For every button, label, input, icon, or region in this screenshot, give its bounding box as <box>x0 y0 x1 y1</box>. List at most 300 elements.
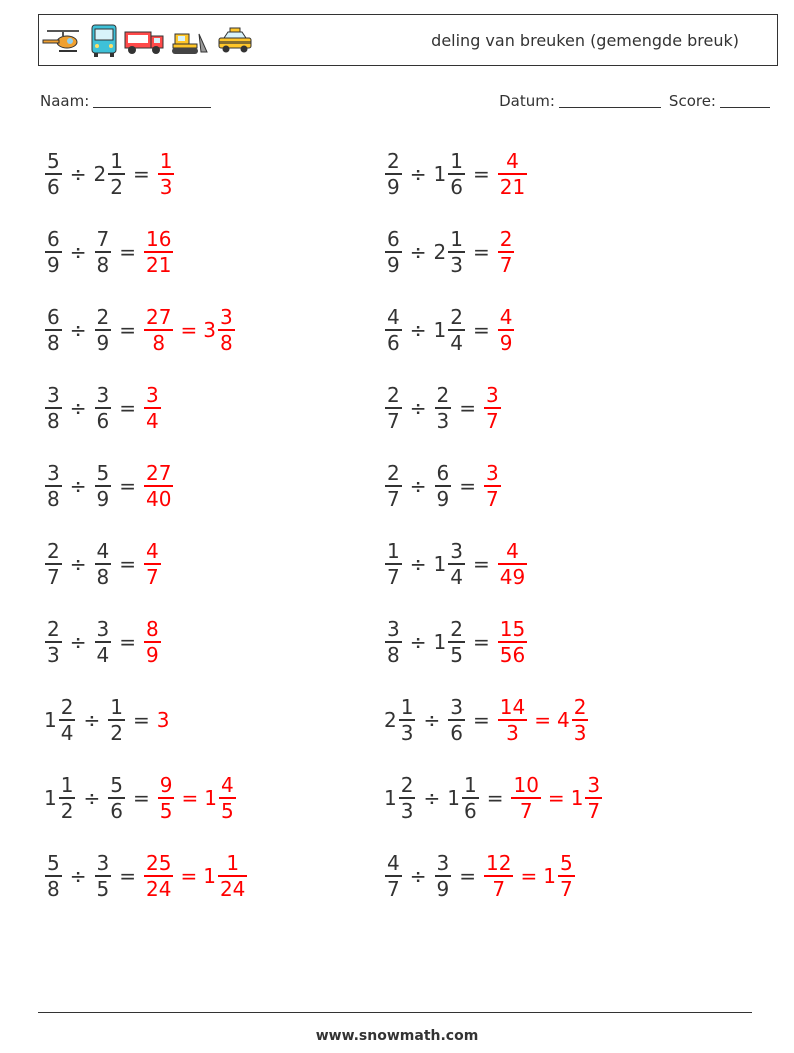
fraction <box>435 461 452 511</box>
problem <box>384 768 603 828</box>
equals-sign: = <box>520 864 538 888</box>
denominator: 3 <box>506 721 519 745</box>
denominator: 8 <box>47 409 60 433</box>
fraction <box>399 695 416 745</box>
denominator: 3 <box>47 643 60 667</box>
equals-sign: = <box>119 240 136 264</box>
whole-number: 1 <box>44 786 57 810</box>
denominator: 5 <box>220 799 234 823</box>
numerator: 2 <box>387 461 400 485</box>
denominator: 7 <box>47 565 60 589</box>
fraction <box>498 539 527 589</box>
numerator: 15 <box>499 617 526 641</box>
denominator: 8 <box>387 643 400 667</box>
numerator: 1 <box>226 851 240 875</box>
denominator: 3 <box>400 721 414 745</box>
numerator: 3 <box>450 539 463 563</box>
numerator: 2 <box>47 617 60 641</box>
whole-number: 1 <box>543 864 556 888</box>
fraction <box>448 695 465 745</box>
numerator: 5 <box>96 461 110 485</box>
divide-sign: ÷ <box>409 630 427 654</box>
equals-sign: = <box>119 474 136 498</box>
numerator: 2 <box>96 305 110 329</box>
numerator: 3 <box>96 851 110 875</box>
numerator: 5 <box>47 851 60 875</box>
fraction <box>144 539 161 589</box>
fraction <box>95 539 112 589</box>
numerator: 5 <box>110 773 123 797</box>
equals-sign: = <box>132 786 150 810</box>
answer <box>143 539 162 589</box>
numerator: 3 <box>450 695 463 719</box>
fraction <box>448 617 465 667</box>
fraction <box>448 149 465 199</box>
numerator: 4 <box>387 305 400 329</box>
fraction <box>218 851 247 901</box>
fraction <box>385 539 402 589</box>
fraction <box>511 773 540 823</box>
problem <box>44 534 162 594</box>
problem <box>44 378 162 438</box>
numerator: 1 <box>110 695 123 719</box>
numerator: 4 <box>220 773 234 797</box>
equals-sign: = <box>119 552 136 576</box>
problem <box>384 690 589 750</box>
numerator: 2 <box>450 617 463 641</box>
denominator: 8 <box>152 331 166 355</box>
equals-sign: = <box>119 864 136 888</box>
fraction <box>558 851 575 901</box>
problem <box>384 534 528 594</box>
denominator: 5 <box>450 643 463 667</box>
fraction <box>144 617 161 667</box>
equals-sign: = <box>459 396 476 420</box>
fraction <box>95 851 112 901</box>
numerator: 1 <box>463 773 477 797</box>
denominator: 9 <box>146 643 159 667</box>
numerator: 3 <box>96 617 110 641</box>
fraction <box>218 305 235 355</box>
header-icons <box>41 23 255 59</box>
denominator: 6 <box>463 799 477 823</box>
numerator: 2 <box>450 305 463 329</box>
fraction <box>144 461 173 511</box>
fraction <box>59 773 76 823</box>
denominator: 7 <box>499 253 513 277</box>
problem <box>44 768 237 828</box>
whole-number: 1 <box>433 318 447 342</box>
whole-number: 1 <box>447 786 460 810</box>
fraction <box>498 695 527 745</box>
problem <box>384 222 515 282</box>
denominator: 7 <box>146 565 159 589</box>
numerator: 1 <box>400 695 414 719</box>
divide-sign: ÷ <box>83 786 101 810</box>
numerator: 2 <box>387 149 400 173</box>
fraction <box>158 773 175 823</box>
problem <box>44 690 170 750</box>
denominator: 8 <box>96 565 110 589</box>
denominator: 4 <box>146 409 159 433</box>
fraction <box>95 227 112 277</box>
whole-number: 1 <box>384 786 397 810</box>
fraction <box>498 227 515 277</box>
divide-sign: ÷ <box>69 240 87 264</box>
fraction <box>45 383 62 433</box>
equals-sign: = <box>472 630 490 654</box>
denominator: 2 <box>60 799 74 823</box>
taxi-icon <box>215 26 255 56</box>
equals-sign: = <box>180 864 198 888</box>
denominator: 3 <box>450 253 463 277</box>
fraction <box>448 227 465 277</box>
divide-sign: ÷ <box>409 240 427 264</box>
divide-sign: ÷ <box>69 474 87 498</box>
denominator: 9 <box>47 253 60 277</box>
worksheet-header <box>38 14 778 66</box>
divide-sign: ÷ <box>409 474 427 498</box>
numerator: 8 <box>146 617 159 641</box>
numerator: 2 <box>499 227 513 251</box>
numerator: 10 <box>513 773 539 797</box>
fraction <box>385 149 402 199</box>
denominator: 9 <box>96 331 110 355</box>
numerator: 4 <box>146 539 159 563</box>
numerator: 25 <box>146 851 172 875</box>
equals-sign: = <box>486 786 504 810</box>
equals-sign: = <box>119 396 136 420</box>
equals-sign: = <box>534 708 551 732</box>
answer <box>497 695 590 745</box>
numerator: 6 <box>436 461 450 485</box>
denominator: 21 <box>146 253 172 277</box>
equals-sign: = <box>181 786 199 810</box>
name-line <box>93 93 211 108</box>
fraction <box>385 227 402 277</box>
fraction <box>144 305 173 355</box>
numerator: 1 <box>450 149 463 173</box>
denominator: 6 <box>47 175 60 199</box>
answer <box>143 461 174 511</box>
date-label: Datum: <box>499 92 555 110</box>
numerator: 12 <box>486 851 512 875</box>
numerator: 6 <box>47 305 60 329</box>
denominator: 7 <box>486 487 499 511</box>
equals-sign: = <box>132 708 150 732</box>
answer <box>157 773 237 823</box>
denominator: 6 <box>450 175 463 199</box>
equals-sign: = <box>459 474 476 498</box>
footer-rule <box>38 1012 752 1013</box>
fraction <box>158 149 175 199</box>
numerator: 2 <box>573 695 587 719</box>
denominator: 5 <box>159 799 173 823</box>
problem <box>44 612 162 672</box>
fraction <box>385 461 402 511</box>
answer <box>157 708 171 732</box>
fraction <box>498 305 515 355</box>
denominator: 7 <box>387 409 400 433</box>
denominator: 7 <box>486 409 499 433</box>
divide-sign: ÷ <box>69 864 87 888</box>
problem <box>44 846 248 906</box>
fraction <box>585 773 602 823</box>
problem <box>384 378 502 438</box>
denominator: 8 <box>219 331 233 355</box>
numerator: 3 <box>387 617 400 641</box>
problem <box>44 144 175 204</box>
denominator: 8 <box>47 487 60 511</box>
worksheet-title: deling van breuken (gemengde breuk) <box>431 31 739 50</box>
numerator: 27 <box>146 461 172 485</box>
fraction <box>448 539 465 589</box>
numerator: 7 <box>96 227 110 251</box>
fraction <box>484 461 501 511</box>
numerator: 14 <box>499 695 526 719</box>
denominator: 9 <box>436 877 450 901</box>
numerator: 3 <box>47 383 60 407</box>
whole-number: 1 <box>433 630 447 654</box>
name-field <box>40 92 211 110</box>
fraction <box>385 383 402 433</box>
fraction <box>498 617 527 667</box>
whole-number: 1 <box>204 786 217 810</box>
denominator: 6 <box>110 799 123 823</box>
fraction <box>144 851 173 901</box>
fraction <box>95 305 112 355</box>
whole-number: 2 <box>384 708 397 732</box>
denominator: 56 <box>499 643 526 667</box>
answer <box>497 305 516 355</box>
denominator: 2 <box>110 175 123 199</box>
denominator: 9 <box>387 175 400 199</box>
fraction <box>59 695 76 745</box>
divide-sign: ÷ <box>409 552 427 576</box>
denominator: 6 <box>387 331 400 355</box>
denominator: 5 <box>96 877 110 901</box>
numerator: 6 <box>47 227 60 251</box>
problem <box>384 846 576 906</box>
fraction <box>385 851 402 901</box>
answer <box>483 383 502 433</box>
fraction <box>45 149 62 199</box>
numerator: 2 <box>47 539 60 563</box>
numerator: 5 <box>47 149 60 173</box>
divide-sign: ÷ <box>423 708 441 732</box>
denominator: 4 <box>60 721 74 745</box>
date-score-field <box>499 92 770 110</box>
divide-sign: ÷ <box>409 162 427 186</box>
denominator: 9 <box>387 253 400 277</box>
denominator: 9 <box>96 487 110 511</box>
divide-sign: ÷ <box>409 396 427 420</box>
bulldozer-icon <box>169 26 211 56</box>
whole-number: 1 <box>203 864 216 888</box>
denominator: 3 <box>573 721 587 745</box>
fraction <box>484 851 513 901</box>
numerator: 4 <box>499 305 513 329</box>
problem <box>384 144 528 204</box>
fraction <box>448 305 465 355</box>
fraction <box>108 149 125 199</box>
equals-sign: = <box>472 318 490 342</box>
whole-number: 1 <box>570 786 584 810</box>
fraction <box>572 695 589 745</box>
numerator: 4 <box>506 149 519 173</box>
fraction <box>385 617 402 667</box>
fraction <box>385 305 402 355</box>
denominator: 2 <box>110 721 123 745</box>
divide-sign: ÷ <box>83 708 101 732</box>
numerator: 3 <box>219 305 233 329</box>
divide-sign: ÷ <box>423 786 441 810</box>
problem <box>384 456 502 516</box>
denominator: 7 <box>492 877 506 901</box>
fraction <box>45 851 62 901</box>
numerator: 3 <box>486 383 499 407</box>
answer <box>157 149 176 199</box>
answer <box>483 461 502 511</box>
helicopter-icon <box>41 26 85 56</box>
numerator: 3 <box>47 461 60 485</box>
fraction <box>95 617 112 667</box>
equals-sign: = <box>472 708 490 732</box>
denominator: 21 <box>499 175 526 199</box>
whole-number: 1 <box>44 708 57 732</box>
divide-sign: ÷ <box>69 318 87 342</box>
score-label: Score: <box>668 92 716 110</box>
divide-sign: ÷ <box>69 552 87 576</box>
whole-number: 3 <box>203 318 216 342</box>
fraction <box>435 851 452 901</box>
denominator: 7 <box>519 799 533 823</box>
numerator: 27 <box>146 305 172 329</box>
equals-sign: = <box>180 318 198 342</box>
fraction <box>45 617 62 667</box>
denominator: 6 <box>450 721 463 745</box>
denominator: 7 <box>387 877 400 901</box>
score-line <box>720 93 770 108</box>
whole-number: 2 <box>93 162 107 186</box>
fraction <box>435 383 452 433</box>
fraction <box>45 227 62 277</box>
fraction <box>484 383 501 433</box>
denominator: 3 <box>436 409 450 433</box>
answer <box>143 383 162 433</box>
denominator: 9 <box>499 331 513 355</box>
denominator: 8 <box>47 331 60 355</box>
name-label: Naam: <box>40 92 90 110</box>
date-line <box>559 93 661 108</box>
divide-sign: ÷ <box>69 396 87 420</box>
denominator: 4 <box>96 643 110 667</box>
equals-sign: = <box>119 630 136 654</box>
denominator: 4 <box>450 565 463 589</box>
fraction <box>108 773 125 823</box>
fraction <box>95 383 112 433</box>
fraction <box>45 461 62 511</box>
fraction <box>144 227 173 277</box>
numerator: 3 <box>146 383 159 407</box>
fraction <box>219 773 236 823</box>
divide-sign: ÷ <box>409 318 427 342</box>
problem <box>44 222 174 282</box>
numerator: 1 <box>450 227 463 251</box>
numerator: 3 <box>96 383 110 407</box>
footer-url: www.snowmath.com <box>315 1028 479 1044</box>
numerator: 16 <box>146 227 172 251</box>
equals-sign: = <box>472 162 490 186</box>
answer <box>143 617 162 667</box>
equals-sign: = <box>119 318 136 342</box>
answer <box>143 305 236 355</box>
numerator: 2 <box>436 383 450 407</box>
numerator: 9 <box>159 773 173 797</box>
denominator: 8 <box>47 877 60 901</box>
denominator: 3 <box>159 175 173 199</box>
denominator: 3 <box>400 799 414 823</box>
answer <box>497 617 528 667</box>
divide-sign: ÷ <box>69 630 87 654</box>
problem <box>44 300 236 360</box>
answer <box>497 539 528 589</box>
fraction <box>45 539 62 589</box>
fraction <box>399 773 416 823</box>
problem <box>384 300 515 360</box>
fraction <box>45 305 62 355</box>
fraction <box>462 773 479 823</box>
whole-number: 1 <box>433 162 447 186</box>
denominator: 4 <box>450 331 463 355</box>
answer <box>143 851 248 901</box>
answer <box>497 227 516 277</box>
numerator: 1 <box>110 149 123 173</box>
whole-number: 1 <box>433 552 447 576</box>
numerator: 1 <box>159 149 173 173</box>
numerator: 2 <box>400 773 414 797</box>
equals-sign: = <box>459 864 476 888</box>
equals-sign: = <box>472 552 490 576</box>
answer <box>143 227 174 277</box>
problem <box>44 456 174 516</box>
denominator: 8 <box>96 253 110 277</box>
numerator: 4 <box>506 539 519 563</box>
denominator: 9 <box>436 487 450 511</box>
denominator: 49 <box>499 565 526 589</box>
numerator: 5 <box>559 851 573 875</box>
denominator: 7 <box>587 799 601 823</box>
equals-sign: = <box>472 240 490 264</box>
equals-sign: = <box>547 786 565 810</box>
numerator: 1 <box>60 773 74 797</box>
answer <box>497 149 528 199</box>
divide-sign: ÷ <box>69 162 87 186</box>
denominator: 7 <box>387 565 400 589</box>
fraction <box>144 383 161 433</box>
numerator: 3 <box>587 773 601 797</box>
truck-icon <box>123 26 165 56</box>
whole-number: 3 <box>156 708 170 732</box>
whole-number: 2 <box>433 240 447 264</box>
denominator: 40 <box>146 487 172 511</box>
divide-sign: ÷ <box>409 864 427 888</box>
problem <box>384 612 528 672</box>
numerator: 6 <box>387 227 400 251</box>
answer <box>510 773 603 823</box>
denominator: 24 <box>219 877 246 901</box>
answer <box>483 851 576 901</box>
